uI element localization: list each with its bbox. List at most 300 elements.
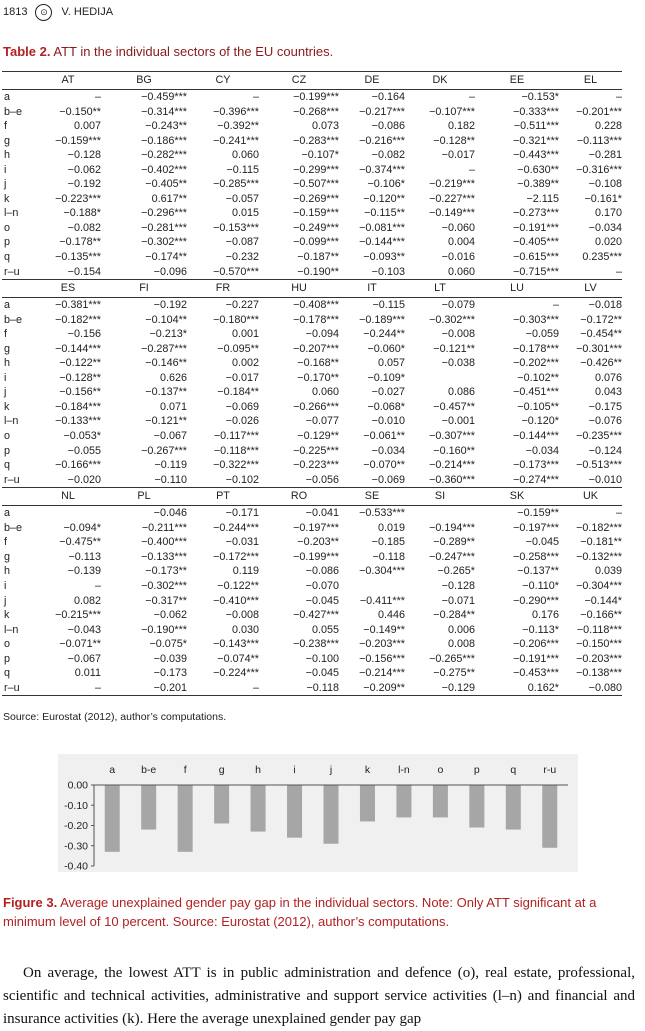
att-cell: −0.224*** bbox=[213, 667, 259, 680]
att-cell: −0.102** bbox=[517, 371, 559, 384]
table-row bbox=[2, 458, 622, 473]
table-row bbox=[2, 637, 622, 652]
att-cell: −0.075* bbox=[149, 638, 187, 651]
att-cell: −0.055 bbox=[67, 444, 101, 457]
att-cell: −0.159*** bbox=[293, 207, 339, 220]
sector-label: r–u bbox=[4, 265, 20, 278]
table-row bbox=[2, 652, 622, 667]
att-cell: −0.115 bbox=[226, 163, 259, 176]
table-header-row bbox=[2, 72, 622, 90]
table-row bbox=[2, 265, 622, 280]
sector-label: a bbox=[4, 299, 11, 312]
att-cell: 0.086 bbox=[447, 386, 475, 399]
att-cell: −0.056 bbox=[305, 473, 339, 486]
att-cell: 0.060 bbox=[447, 265, 475, 278]
table-header-row bbox=[2, 280, 622, 298]
bar bbox=[542, 785, 557, 848]
country-header: BG bbox=[101, 72, 187, 90]
att-cell: −0.244*** bbox=[213, 521, 259, 534]
att-cell: 0.446 bbox=[377, 609, 405, 622]
att-cell: −0.129 bbox=[405, 681, 475, 696]
att-cell: −0.154 bbox=[67, 265, 101, 278]
att-cell: 0.119 bbox=[232, 565, 259, 578]
y-tick-label: -0.20 bbox=[64, 820, 88, 832]
att-cell: −0.115 bbox=[372, 299, 405, 312]
att-cell: −0.133*** bbox=[141, 550, 187, 563]
att-cell: −0.533*** bbox=[359, 507, 405, 520]
body-paragraph: On average, the lowest ATT is in public administration and defence (o), real estate, professional, scientific and technical activities, administrative and support service activities (l–n) and financial and insurance activities (k). Here the average unexplained gender pay gap bbox=[3, 965, 635, 1027]
bar bbox=[506, 785, 521, 830]
sector-label: i bbox=[4, 371, 7, 384]
att-cell: −0.201*** bbox=[576, 105, 622, 118]
table-row bbox=[2, 414, 622, 429]
sector-label: p bbox=[4, 652, 11, 665]
att-cell: −0.001 bbox=[441, 415, 475, 428]
att-cell: – bbox=[187, 681, 259, 696]
att-cell: −0.268*** bbox=[293, 105, 339, 118]
att-cell: −0.120** bbox=[363, 192, 405, 205]
sector-label: g bbox=[4, 550, 11, 563]
att-cell: −0.282*** bbox=[141, 149, 187, 162]
att-cell: −0.094 bbox=[305, 328, 339, 341]
att-cell: −0.402*** bbox=[141, 163, 187, 176]
bar bbox=[251, 785, 266, 832]
att-cell: −0.081*** bbox=[359, 221, 405, 234]
att-cell: 0.076 bbox=[594, 371, 622, 384]
att-cell: −0.274*** bbox=[513, 473, 559, 486]
att-cell: −0.322*** bbox=[213, 459, 259, 472]
category-label: r-u bbox=[543, 764, 557, 776]
att-cell: −0.139 bbox=[67, 565, 101, 578]
country-header: SK bbox=[475, 488, 559, 506]
att-cell: −0.219*** bbox=[429, 178, 475, 191]
sector-label: b–e bbox=[4, 521, 23, 534]
att-cell: −0.405*** bbox=[513, 236, 559, 249]
att-cell: −0.061** bbox=[363, 430, 405, 443]
att-cell: −0.214*** bbox=[429, 459, 475, 472]
sector-label: g bbox=[4, 134, 11, 147]
att-cell: −0.119 bbox=[154, 459, 187, 472]
table-row bbox=[2, 163, 622, 178]
country-header: PL bbox=[101, 488, 187, 506]
att-cell: −0.235*** bbox=[576, 430, 622, 443]
att-cell: −0.216*** bbox=[359, 134, 405, 147]
att-cell: −0.307*** bbox=[429, 430, 475, 443]
sector-label: k bbox=[4, 192, 10, 205]
att-cell: −0.138*** bbox=[576, 667, 622, 680]
att-cell: −0.118 bbox=[372, 550, 405, 563]
table-row bbox=[2, 313, 622, 328]
att-cell: – bbox=[552, 299, 559, 312]
category-label: a bbox=[109, 764, 116, 776]
att-cell: 0.039 bbox=[594, 565, 622, 578]
chart-area bbox=[58, 754, 578, 872]
att-cell: −0.321*** bbox=[513, 134, 559, 147]
bar bbox=[178, 785, 193, 852]
att-cell: −0.182*** bbox=[576, 521, 622, 534]
att-cell: −0.026 bbox=[225, 415, 259, 428]
att-cell: −0.303*** bbox=[513, 313, 559, 326]
att-cell: −0.124 bbox=[588, 444, 622, 457]
table-row bbox=[2, 473, 622, 488]
table-row bbox=[2, 564, 622, 579]
att-cell: −0.034 bbox=[371, 444, 405, 457]
att-cell: −0.178*** bbox=[513, 342, 559, 355]
category-label: b-e bbox=[141, 764, 157, 776]
bar bbox=[324, 785, 339, 844]
att-cell: −0.010 bbox=[371, 415, 405, 428]
att-cell: −0.178** bbox=[59, 236, 101, 249]
att-cell: 0.071 bbox=[159, 400, 187, 413]
att-cell: −0.265*** bbox=[429, 652, 475, 665]
att-cell: −0.281*** bbox=[141, 221, 187, 234]
att-cell: – bbox=[468, 163, 475, 176]
att-cell: – bbox=[615, 265, 622, 278]
att-cell: −0.443*** bbox=[513, 149, 559, 162]
att-cell: −0.166*** bbox=[55, 459, 101, 472]
att-cell: −0.202*** bbox=[513, 357, 559, 370]
table-row bbox=[2, 148, 622, 163]
att-cell: 0.002 bbox=[231, 357, 259, 370]
att-cell: −0.086 bbox=[371, 120, 405, 133]
att-cell: −0.034 bbox=[588, 221, 622, 234]
country-header: DK bbox=[405, 72, 475, 90]
bar bbox=[433, 785, 448, 817]
sector-label: l–n bbox=[4, 207, 19, 220]
table-row bbox=[2, 385, 622, 400]
att-cell: 0.015 bbox=[231, 207, 259, 220]
att-cell: −0.172** bbox=[580, 313, 622, 326]
att-cell bbox=[35, 506, 101, 521]
att-table bbox=[2, 71, 622, 696]
att-cell: −0.214*** bbox=[359, 667, 405, 680]
att-cell: −0.118*** bbox=[576, 623, 622, 636]
att-cell: −0.120* bbox=[521, 415, 559, 428]
att-cell: −0.392** bbox=[217, 120, 259, 133]
att-cell: −0.156*** bbox=[359, 652, 405, 665]
att-cell: −0.067 bbox=[67, 652, 101, 665]
page-number: 1813 bbox=[3, 6, 28, 18]
country-header: AT bbox=[35, 72, 101, 90]
att-cell: −0.194*** bbox=[429, 521, 475, 534]
category-label: g bbox=[218, 764, 225, 776]
att-cell: −0.128** bbox=[59, 371, 101, 384]
att-cell: – bbox=[468, 91, 475, 103]
att-cell: −0.095** bbox=[217, 342, 259, 355]
att-cell: −0.074** bbox=[217, 652, 259, 665]
sector-label: r–u bbox=[2, 681, 35, 696]
table-label: Table 2. bbox=[3, 44, 51, 59]
att-cell: −0.275** bbox=[433, 667, 475, 680]
att-cell: −0.207*** bbox=[293, 342, 339, 355]
table-row bbox=[2, 356, 622, 371]
att-cell: −0.459*** bbox=[141, 91, 187, 103]
att-cell: −0.168** bbox=[297, 357, 339, 370]
sector-label: f bbox=[4, 328, 7, 341]
att-cell: −0.153*** bbox=[213, 221, 259, 234]
country-header: HU bbox=[259, 280, 339, 298]
att-cell: −0.405** bbox=[145, 178, 187, 191]
att-cell: −0.211*** bbox=[141, 521, 187, 534]
table-header-row bbox=[2, 488, 622, 506]
table-row bbox=[2, 206, 622, 221]
att-cell: −0.105** bbox=[517, 400, 559, 413]
att-cell: −0.284** bbox=[433, 609, 475, 622]
country-header: FR bbox=[187, 280, 259, 298]
bar bbox=[287, 785, 302, 838]
att-cell: −0.100 bbox=[305, 652, 339, 665]
country-header: SI bbox=[405, 488, 475, 506]
att-cell: −0.173** bbox=[145, 565, 187, 578]
att-cell: −0.333*** bbox=[513, 105, 559, 118]
category-label: i bbox=[293, 764, 296, 776]
att-cell: −0.031 bbox=[225, 536, 259, 549]
att-cell: −0.266*** bbox=[293, 400, 339, 413]
att-cell bbox=[339, 579, 405, 594]
country-header: PT bbox=[187, 488, 259, 506]
att-bar-chart bbox=[58, 754, 578, 872]
att-cell: −0.615*** bbox=[513, 251, 559, 264]
att-cell: −0.161* bbox=[584, 192, 622, 205]
running-header bbox=[3, 0, 113, 24]
att-cell: −0.513*** bbox=[576, 459, 622, 472]
category-label: f bbox=[183, 764, 187, 776]
att-cell: −2.115 bbox=[526, 192, 559, 205]
att-cell: −0.400*** bbox=[141, 536, 187, 549]
att-cell: −0.128 bbox=[441, 579, 475, 592]
sector-label: h bbox=[4, 149, 11, 162]
country-header: LU bbox=[475, 280, 559, 298]
att-cell: −0.206*** bbox=[513, 638, 559, 651]
att-cell: −0.094* bbox=[63, 521, 101, 534]
att-cell: −0.192 bbox=[153, 299, 187, 312]
table-caption bbox=[3, 44, 333, 59]
sector-label: j bbox=[4, 594, 7, 607]
att-cell: −0.296*** bbox=[141, 207, 187, 220]
att-cell: −0.184*** bbox=[55, 400, 101, 413]
att-cell: 0.182 bbox=[447, 120, 475, 133]
category-label: j bbox=[329, 764, 333, 776]
att-cell: −0.137** bbox=[145, 386, 187, 399]
country-header: NL bbox=[35, 488, 101, 506]
att-cell: −0.069 bbox=[371, 473, 405, 486]
att-cell: −0.243** bbox=[145, 120, 187, 133]
att-cell: −0.630** bbox=[517, 163, 559, 176]
att-cell: −0.213* bbox=[149, 328, 187, 341]
att-cell: −0.070** bbox=[363, 459, 405, 472]
att-cell: −0.062 bbox=[153, 609, 187, 622]
att-cell: −0.080 bbox=[559, 681, 622, 696]
att-cell: −0.115** bbox=[364, 207, 405, 220]
bar bbox=[141, 785, 156, 830]
att-cell: −0.144*** bbox=[55, 342, 101, 355]
att-cell: −0.027 bbox=[371, 386, 405, 399]
country-header: ES bbox=[35, 280, 101, 298]
sector-label: a bbox=[4, 91, 11, 103]
att-cell: 0.235*** bbox=[582, 251, 622, 264]
att-cell: −0.132*** bbox=[576, 550, 622, 563]
att-cell: −0.034 bbox=[525, 444, 559, 457]
country-header: SE bbox=[339, 488, 405, 506]
table-row bbox=[2, 506, 622, 521]
att-cell: −0.137** bbox=[517, 565, 559, 578]
att-cell: −0.314*** bbox=[141, 105, 187, 118]
sector-label: a bbox=[4, 507, 11, 520]
att-cell: −0.107* bbox=[301, 149, 339, 162]
att-cell: −0.107*** bbox=[429, 105, 475, 118]
sector-label: o bbox=[4, 221, 11, 234]
att-cell: −0.164 bbox=[371, 91, 405, 103]
sector-label: h bbox=[4, 565, 11, 578]
att-cell: −0.273*** bbox=[513, 207, 559, 220]
att-cell: 0.004 bbox=[447, 236, 475, 249]
att-cell: −0.118 bbox=[259, 681, 339, 696]
att-cell: −0.053* bbox=[63, 430, 101, 443]
att-cell: −0.087 bbox=[225, 236, 259, 249]
att-cell: −0.451*** bbox=[513, 386, 559, 399]
table-row bbox=[2, 429, 622, 444]
att-cell bbox=[405, 371, 475, 386]
att-cell: −0.223*** bbox=[293, 459, 339, 472]
att-cell: −0.067 bbox=[153, 430, 187, 443]
bar bbox=[360, 785, 375, 821]
att-cell: −0.199*** bbox=[293, 91, 339, 103]
att-cell: −0.269*** bbox=[293, 192, 339, 205]
sector-label: h bbox=[4, 357, 11, 370]
att-cell: −0.159*** bbox=[55, 134, 101, 147]
att-cell: −0.039 bbox=[153, 652, 187, 665]
att-cell: −0.302*** bbox=[429, 313, 475, 326]
att-cell: −0.190** bbox=[297, 265, 339, 278]
att-cell: −0.209** bbox=[339, 681, 405, 696]
att-cell: −0.190*** bbox=[141, 623, 187, 636]
att-cell: −0.475** bbox=[59, 536, 101, 549]
att-cell: −0.170** bbox=[297, 371, 339, 384]
att-cell: 0.006 bbox=[447, 623, 475, 636]
att-cell: 0.082 bbox=[73, 594, 101, 607]
att-cell: −0.408*** bbox=[293, 299, 339, 312]
att-cell: −0.287*** bbox=[141, 342, 187, 355]
att-cell: −0.191*** bbox=[513, 221, 559, 234]
att-cell: −0.227*** bbox=[429, 192, 475, 205]
table-row bbox=[2, 250, 622, 265]
sector-label: p bbox=[4, 236, 11, 249]
header-corner bbox=[2, 280, 35, 298]
att-cell: −0.166** bbox=[580, 609, 622, 622]
att-cell: −0.010 bbox=[588, 473, 622, 486]
att-cell: −0.109* bbox=[367, 371, 405, 384]
att-cell: −0.079 bbox=[441, 299, 475, 312]
journal-logo-icon: ⊙ bbox=[35, 4, 52, 21]
att-cell: −0.173*** bbox=[513, 459, 559, 472]
att-cell: −0.191*** bbox=[513, 652, 559, 665]
sector-label: k bbox=[4, 609, 10, 622]
table-row bbox=[2, 579, 622, 594]
att-cell: −0.174** bbox=[145, 251, 187, 264]
att-cell: −0.103 bbox=[371, 265, 405, 278]
table-row bbox=[2, 192, 622, 207]
table-row bbox=[2, 327, 622, 342]
att-cell: – bbox=[35, 681, 101, 696]
att-cell: −0.203*** bbox=[359, 638, 405, 651]
att-cell: −0.203*** bbox=[576, 652, 622, 665]
att-cell: −0.227 bbox=[225, 299, 259, 312]
att-cell: −0.153* bbox=[521, 91, 559, 103]
att-cell: – bbox=[615, 91, 622, 103]
table-row bbox=[2, 90, 622, 105]
table-source: Source: Eurostat (2012), author’s computations. bbox=[3, 711, 227, 723]
figure-label: Figure 3. bbox=[3, 895, 58, 910]
att-cell: 0.073 bbox=[311, 120, 339, 133]
att-cell: −0.110* bbox=[522, 579, 559, 592]
att-cell: −0.304*** bbox=[576, 579, 622, 592]
sector-label: q bbox=[4, 251, 11, 264]
att-cell: 0.626 bbox=[159, 371, 187, 384]
bar bbox=[396, 785, 411, 817]
sector-label: q bbox=[4, 667, 11, 680]
att-cell: −0.197*** bbox=[293, 521, 339, 534]
att-cell: −0.426** bbox=[580, 357, 622, 370]
att-cell: −0.283*** bbox=[293, 134, 339, 147]
att-cell: −0.113 bbox=[68, 550, 101, 563]
att-cell: −0.507*** bbox=[293, 178, 339, 191]
att-cell: −0.184** bbox=[217, 386, 259, 399]
att-cell: −0.454** bbox=[580, 328, 622, 341]
att-cell: −0.299*** bbox=[293, 163, 339, 176]
table-row bbox=[2, 594, 622, 609]
header-corner bbox=[2, 72, 35, 90]
att-cell: −0.289** bbox=[433, 536, 475, 549]
att-cell: −0.150*** bbox=[576, 638, 622, 651]
att-cell: −0.302*** bbox=[141, 579, 187, 592]
att-cell: 0.019 bbox=[377, 521, 405, 534]
country-header: FI bbox=[101, 280, 187, 298]
att-cell: −0.396*** bbox=[213, 105, 259, 118]
att-cell: 0.020 bbox=[594, 236, 622, 249]
att-cell: −0.159** bbox=[517, 507, 559, 520]
sector-label: p bbox=[4, 444, 11, 457]
sector-label: o bbox=[4, 430, 11, 443]
att-cell: −0.188* bbox=[63, 207, 101, 220]
att-cell: −0.149** bbox=[363, 623, 405, 636]
att-cell: −0.128 bbox=[67, 149, 101, 162]
att-cell: −0.062 bbox=[67, 163, 101, 176]
country-header: IT bbox=[339, 280, 405, 298]
att-cell: −0.201 bbox=[101, 681, 187, 696]
att-cell: −0.008 bbox=[441, 328, 475, 341]
table-row bbox=[2, 119, 622, 134]
att-cell: −0.045 bbox=[305, 594, 339, 607]
att-cell: −0.247*** bbox=[429, 550, 475, 563]
sector-label: l–n bbox=[4, 623, 19, 636]
sector-label: i bbox=[4, 163, 7, 176]
country-header: LV bbox=[559, 280, 622, 298]
att-cell: 0.007 bbox=[73, 120, 101, 133]
att-cell bbox=[405, 506, 475, 521]
table-row bbox=[2, 681, 622, 696]
att-cell: −0.106* bbox=[367, 178, 405, 191]
att-cell: −0.225*** bbox=[293, 444, 339, 457]
running-author: V. HEDIJA bbox=[61, 6, 114, 18]
table-row bbox=[2, 221, 622, 236]
att-cell: −0.096 bbox=[153, 265, 187, 278]
sector-label: i bbox=[4, 579, 7, 592]
table-row bbox=[2, 535, 622, 550]
y-tick-label: -0.30 bbox=[64, 840, 88, 853]
att-cell: −0.113* bbox=[522, 623, 559, 636]
att-cell: −0.172*** bbox=[213, 550, 259, 563]
y-tick-label: 0.00 bbox=[67, 779, 88, 792]
